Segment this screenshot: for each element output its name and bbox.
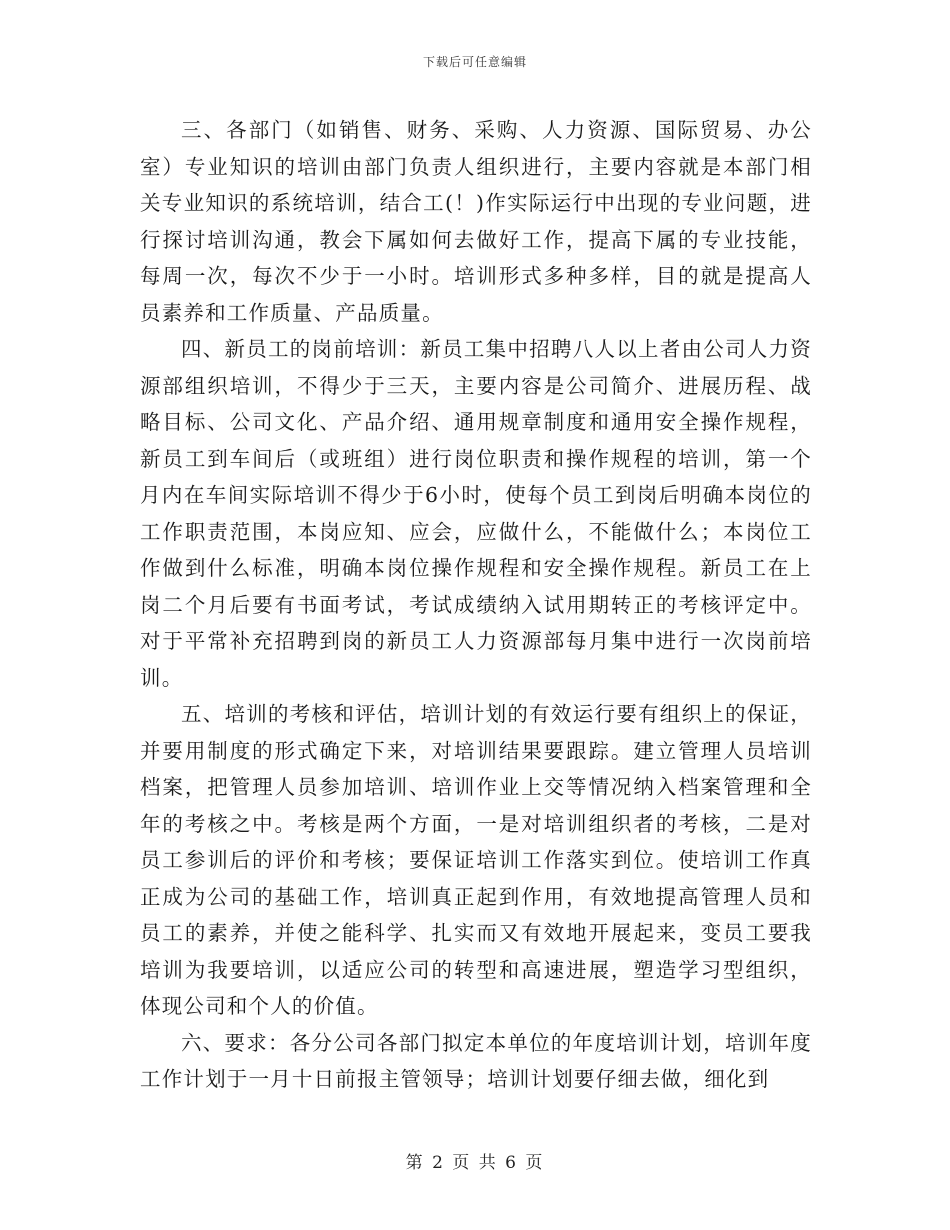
footer-suffix: 页 <box>525 1153 545 1173</box>
footer-current-page: 2 <box>432 1153 445 1173</box>
paragraph-section-3: 三、各部门（如销售、财务、采购、人力资源、国际贸易、办公室）专业知识的培训由部门负责人组织进行，主要内容就是本部门相关专业知识的系统培训，结合工(！)作实际运行中出现的专业问题，进行探讨培训沟通，教会下属如何去做好工作，提高下属的专业技能，每周一次，每次不少于一小时。培训形式多种多样，目的就是提高人员素养和工作质量、产品质量。 <box>140 118 812 325</box>
paragraph-section-6: 六、要求：各分公司各部门拟定本单位的年度培训计划，培训年度工作计划于一月十日前报主管领导；培训计划要仔细去做，细化到 <box>140 1030 812 1091</box>
footer-prefix: 第 <box>405 1153 425 1173</box>
footer-middle: 页 共 <box>452 1153 498 1173</box>
page-header: 下载后可任意编辑 <box>422 55 527 69</box>
footer-total-pages: 6 <box>505 1153 518 1173</box>
paragraph-section-4: 四、新员工的岗前培训：新员工集中招聘八人以上者由公司人力资源部组织培训，不得少于三天，主要内容是公司简介、进展历程、战略目标、公司文化、产品介绍、通用规章制度和通用安全操作规程，新员工到车间后（或班组）进行岗位职责和操作规程的培训，第一个月内在车间实际培训不得少于6小时，使每个员工到岗后明确本岗位的工作职责范围，本岗应知、应会，应做什么，不能做什么；本岗位工作做到什么标准，明确本岗位操作规程和安全操作规程。新员工在上岗二个月后要有书面考试，考试成绩纳入试用期转正的考核评定中。对于平常补充招聘到岗的新员工人力资源部每月集中进行一次岗前培训。 <box>140 337 812 690</box>
paragraph-section-5: 五、培训的考核和评估，培训计划的有效运行要有组织上的保证，并要用制度的形式确定下来，对培训结果要跟踪。建立管理人员培训档案，把管理人员参加培训、培训作业上交等情况纳入档案管理和全年的考核之中。考核是两个方面，一是对培训组织者的考核，二是对员工参训后的评价和考核；要保证培训工作落实到位。使培训工作真正成为公司的基础工作，培训真正起到作用，有效地提高管理人员和员工的素养，并使之能科学、扎实而又有效地开展起来，变员工要我培训为我要培训，以适应公司的转型和高速进展，塑造学习型组织，体现公司和个人的价值。 <box>140 702 812 1018</box>
document-body <box>140 112 812 1098</box>
page-footer <box>0 1148 950 1173</box>
